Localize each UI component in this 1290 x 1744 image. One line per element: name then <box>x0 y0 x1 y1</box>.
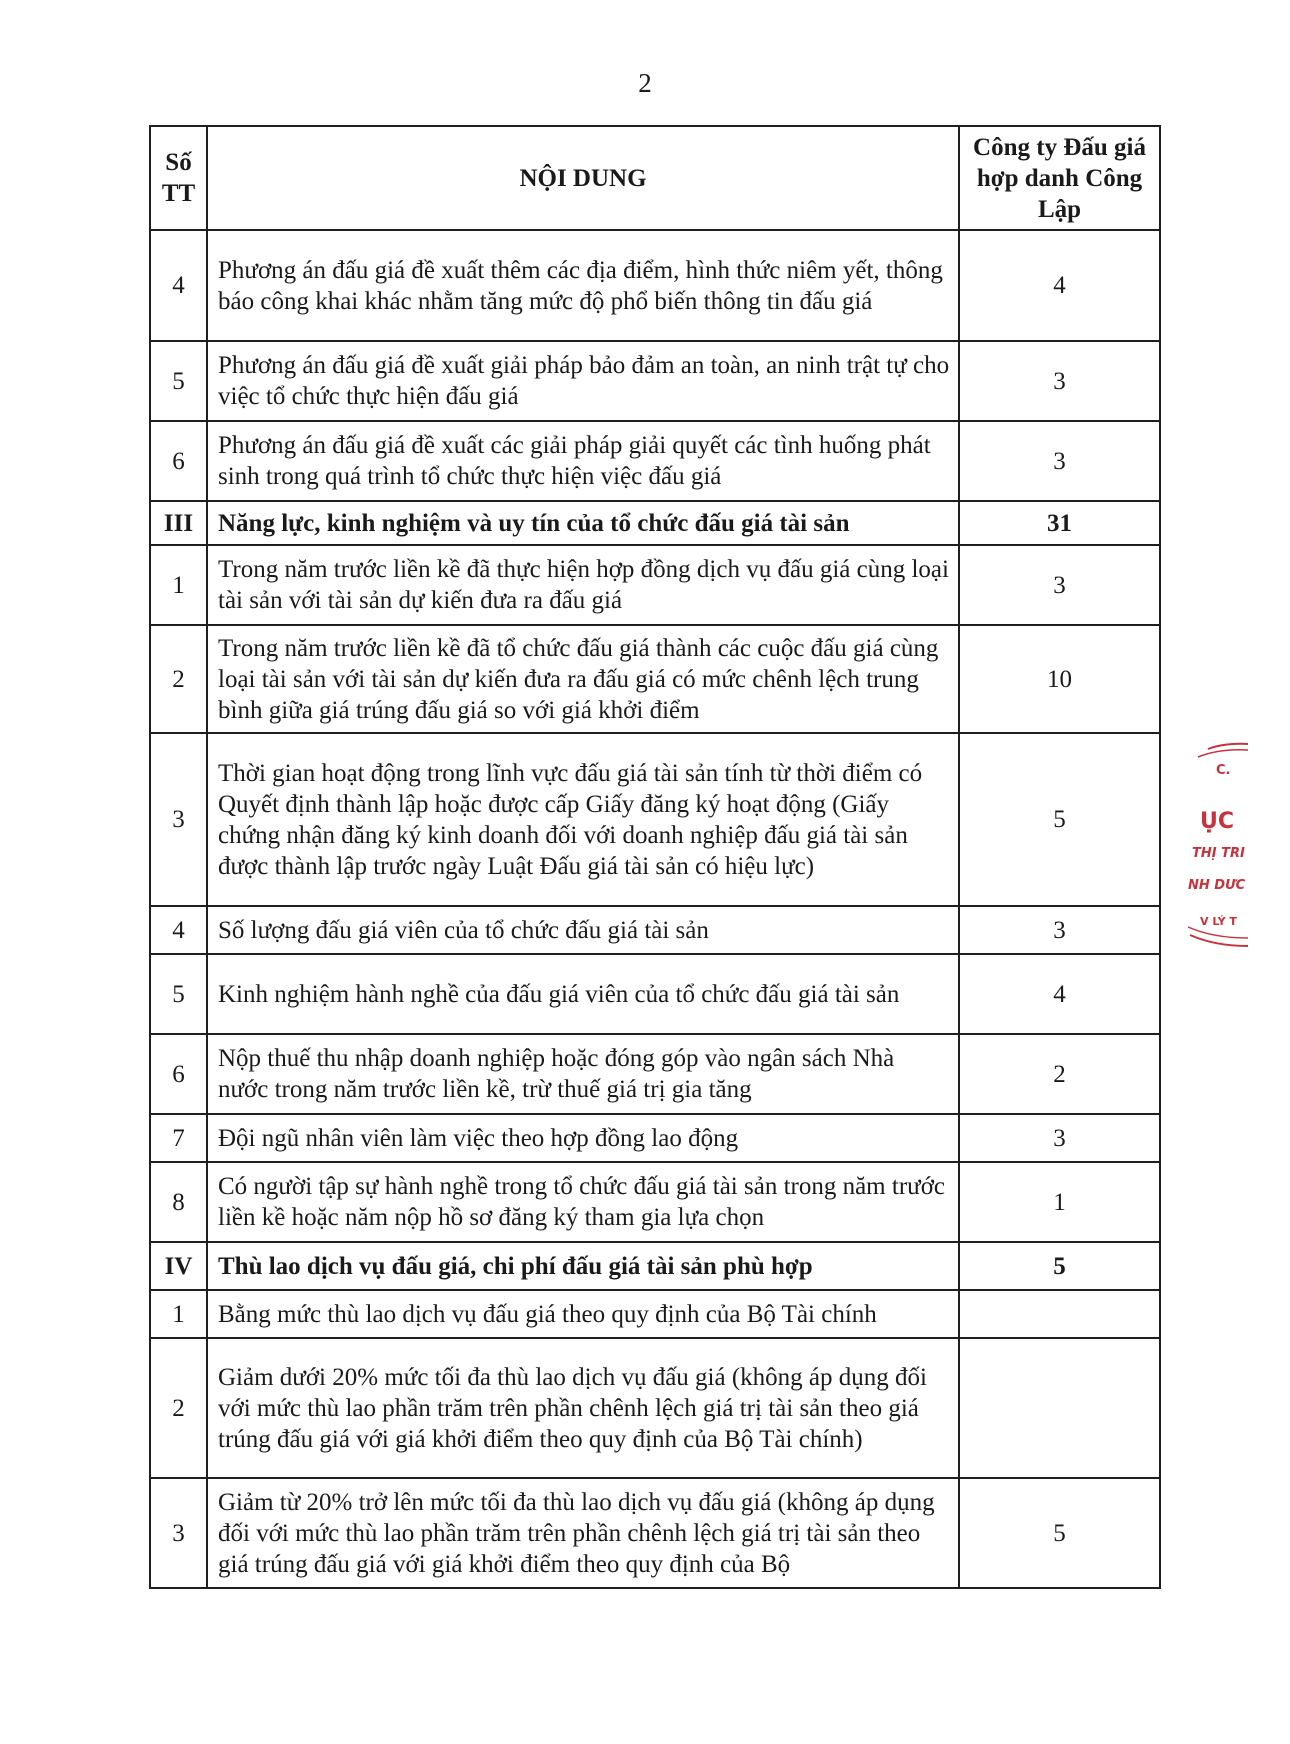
row-content: Có người tập sự hành nghề trong tổ chức đấu giá tài sản trong năm trước liền kề hoặc năm nộp hồ sơ đăng ký tham gia lựa chọn <box>207 1162 959 1242</box>
header-content: NỘI DUNG <box>207 126 959 230</box>
score-table <box>149 125 1161 1589</box>
row-number: 4 <box>150 906 207 954</box>
row-number: 3 <box>150 733 207 906</box>
row-number: 7 <box>150 1114 207 1162</box>
table-row <box>150 954 1160 1034</box>
table-row <box>150 1338 1160 1478</box>
row-content: Kinh nghiệm hành nghề của đấu giá viên của tổ chức đấu giá tài sản <box>207 954 959 1034</box>
table-row <box>150 1034 1160 1114</box>
row-content: Giảm từ 20% trở lên mức tối đa thù lao dịch vụ đấu giá (không áp dụng đối với mức thù lao phần trăm trên phần chênh lệch giá trị tài sản theo giá trúng đấu giá với giá khởi điểm theo quy định của Bộ <box>207 1478 959 1588</box>
row-score: 4 <box>959 954 1160 1034</box>
row-score <box>959 1338 1160 1478</box>
row-score: 4 <box>959 230 1160 341</box>
section-row <box>150 1242 1160 1290</box>
row-score: 3 <box>959 341 1160 421</box>
row-content: Giảm dưới 20% mức tối đa thù lao dịch vụ đấu giá (không áp dụng đối với mức thù lao phần trăm trên phần chênh lệch giá trị tài sản theo giá trúng đấu giá với giá khởi điểm theo quy định của Bộ Tài chính) <box>207 1338 959 1478</box>
row-content: Năng lực, kinh nghiệm và uy tín của tổ chức đấu giá tài sản <box>207 501 959 545</box>
row-content: Trong năm trước liền kề đã thực hiện hợp đồng dịch vụ đấu giá cùng loại tài sản với tài sản dự kiến đưa ra đấu giá <box>207 545 959 625</box>
row-number: 6 <box>150 421 207 501</box>
row-number: 6 <box>150 1034 207 1114</box>
row-number: 4 <box>150 230 207 341</box>
row-content: Đội ngũ nhân viên làm việc theo hợp đồng lao động <box>207 1114 959 1162</box>
row-content: Bằng mức thù lao dịch vụ đấu giá theo quy định của Bộ Tài chính <box>207 1290 959 1338</box>
row-content: Phương án đấu giá đề xuất giải pháp bảo đảm an toàn, an ninh trật tự cho việc tổ chức thực hiện đấu giá <box>207 341 959 421</box>
row-content: Số lượng đấu giá viên của tổ chức đấu giá tài sản <box>207 906 959 954</box>
row-number: 8 <box>150 1162 207 1242</box>
row-score: 3 <box>959 1114 1160 1162</box>
row-number: 1 <box>150 1290 207 1338</box>
row-score: 5 <box>959 1478 1160 1588</box>
row-number: 1 <box>150 545 207 625</box>
table-row <box>150 230 1160 341</box>
row-number: 2 <box>150 1338 207 1478</box>
table-row <box>150 421 1160 501</box>
table-row <box>150 545 1160 625</box>
row-score: 5 <box>959 733 1160 906</box>
table-row <box>150 625 1160 733</box>
row-content: Nộp thuế thu nhập doanh nghiệp hoặc đóng góp vào ngân sách Nhà nước trong năm trước liền kề, trừ thuế giá trị gia tăng <box>207 1034 959 1114</box>
row-content: Thời gian hoạt động trong lĩnh vực đấu giá tài sản tính từ thời điểm có Quyết định thành lập hoặc được cấp Giấy đăng ký hoạt động (Giấy chứng nhận đăng ký kinh doanh đối với doanh nghiệp đấu giá tài sản được thành lập trước ngày Luật Đấu giá tài sản có hiệu lực) <box>207 733 959 906</box>
header-row <box>150 126 1160 230</box>
row-content: Phương án đấu giá đề xuất thêm các địa điểm, hình thức niêm yết, thông báo công khai khác nhằm tăng mức độ phổ biến thông tin đấu giá <box>207 230 959 341</box>
row-number: 5 <box>150 341 207 421</box>
page-number: 2 <box>638 68 652 98</box>
seal-fragment-3: THỊ TRI <box>1192 846 1245 861</box>
row-content: Trong năm trước liền kề đã tổ chức đấu giá thành các cuộc đấu giá cùng loại tài sản với tài sản dự kiến đưa ra đấu giá có mức chênh lệch trung bình giữa giá trúng đấu giá so với giá khởi điểm <box>207 625 959 733</box>
row-score: 10 <box>959 625 1160 733</box>
seal-fragment-4: NH DƯC <box>1188 878 1246 893</box>
row-score: 1 <box>959 1162 1160 1242</box>
row-number: 5 <box>150 954 207 1034</box>
row-score: 3 <box>959 545 1160 625</box>
table-row <box>150 1290 1160 1338</box>
table-row <box>150 1162 1160 1242</box>
section-row <box>150 501 1160 545</box>
row-number: IV <box>150 1242 207 1290</box>
row-number: III <box>150 501 207 545</box>
red-seal-stamp <box>1178 735 1248 965</box>
row-score: 31 <box>959 501 1160 545</box>
row-score: 2 <box>959 1034 1160 1114</box>
row-content: Phương án đấu giá đề xuất các giải pháp giải quyết các tình huống phát sinh trong quá trình tổ chức thực hiện việc đấu giá <box>207 421 959 501</box>
table-row <box>150 1478 1160 1588</box>
table-row <box>150 906 1160 954</box>
seal-fragment-1: C. <box>1216 763 1231 778</box>
row-number: 2 <box>150 625 207 733</box>
table-row <box>150 1114 1160 1162</box>
table-row <box>150 341 1160 421</box>
row-score: 3 <box>959 421 1160 501</box>
row-number: 3 <box>150 1478 207 1588</box>
table-row <box>150 733 1160 906</box>
seal-fragment-2: ỤC <box>1200 809 1235 834</box>
row-score: 5 <box>959 1242 1160 1290</box>
header-no: Số TT <box>150 126 207 230</box>
row-score <box>959 1290 1160 1338</box>
header-company: Công ty Đấu giá hợp danh Công Lập <box>959 126 1160 230</box>
row-score: 3 <box>959 906 1160 954</box>
row-content: Thù lao dịch vụ đấu giá, chi phí đấu giá tài sản phù hợp <box>207 1242 959 1290</box>
seal-fragment-5: V LÝ T <box>1200 915 1237 928</box>
